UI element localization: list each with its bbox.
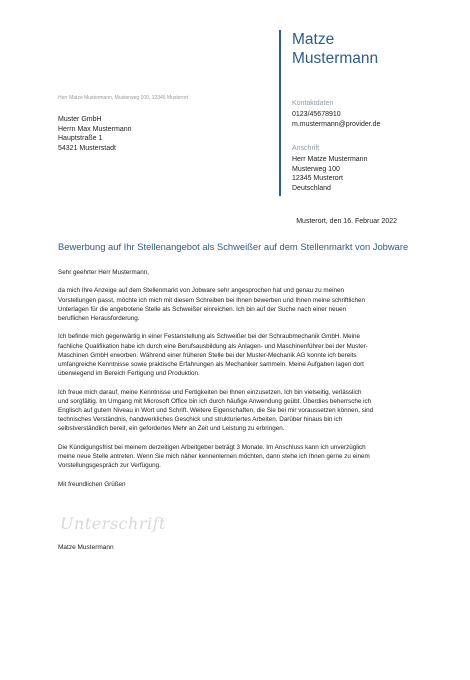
address-label: Anschrift <box>292 145 320 152</box>
recipient-line: Herrn Max Mustermann <box>58 125 132 133</box>
paragraph-line: und sorgfältig. Im Umgang mit Microsoft Office bin ich durch häufige Anwendung geübt. Überdies beherrsche ich <box>58 397 372 405</box>
paragraph-line: fachliche Qualifikation habe ich durch eine Berufsausbildung als Anlagen- und Maschinenführer bei der Muster- <box>58 342 368 350</box>
recipient-address <box>58 115 132 153</box>
recipient-line: Muster GmbH <box>58 116 102 123</box>
header-divider-line <box>279 30 281 196</box>
paragraph-line: Vorstellungsgespräch zur Verfügung. <box>58 462 161 470</box>
signature-name: Matze Mustermann <box>58 544 114 551</box>
address-line: Herr Matze Mustermann <box>292 156 368 163</box>
paragraph-line: meine neue Stelle antreten. Wenn Sie mich näher kennenlernen möchten, dann stehe ich Ihnen gerne zu einem <box>58 453 370 460</box>
body-paragraph <box>58 388 430 434</box>
body-paragraph <box>58 332 430 378</box>
paragraph-line: technisches Verständnis, handwerkliches Geschick und strukturiertes Arbeiten. Darüber hinaus bin ich <box>58 416 343 424</box>
contact-email: m.mustermann@provider.de <box>292 120 381 128</box>
paragraph-line: Englisch auf gutem Niveau in Wort und Schrift. Weitere Eigenschaften, die Sie bei mir voraussetzen können, sind <box>58 407 374 414</box>
contact-phone: 0123/45678910 <box>292 111 341 118</box>
sender-return-line: Herr Matze Mustermann, Musterweg 100, 12345 Musterort <box>58 95 189 101</box>
address-line: Musterweg 100 <box>292 165 340 173</box>
paragraph-line: Unterlagen für die angebotene Stelle als Schweißer einreichen. Ich bin auf der Suche nach einer neuen <box>58 305 347 313</box>
letter-subject: Bewerbung auf Ihr Stellenangebot als Schweißer auf dem Stellenmarkt von Jobware <box>58 241 409 252</box>
applicant-last-name: Mustermann <box>292 50 379 67</box>
paragraph-line: umfangreiche Kenntnisse sowie praktische Erfahrungen als Mechaniker sammeln. Meine Aufgaben lagen dort <box>58 361 364 368</box>
paragraph-line: Vorstellungen passt, möchte ich mich mit diesem Schreiben bei Ihnen bewerben und Ihnen meine schriftlichen <box>58 296 365 304</box>
contact-block <box>292 110 380 129</box>
body-paragraph <box>58 443 430 471</box>
paragraph-line: Die Kündigungsfrist bei meinem derzeitigen Arbeitgeber beträgt 3 Monate. Im Anschluss kann ich unverzüglich <box>58 443 366 451</box>
recipient-line: Hauptstraße 1 <box>58 135 103 143</box>
address-line: Deutschland <box>292 184 331 192</box>
address-block <box>292 155 367 193</box>
paragraph-line: Ich befinde mich gegenwärtig in einer Festanstellung als Schweißer bei der Schraubmechanik GmbH. Meine <box>58 333 361 341</box>
paragraph-line: Maschinen GmbH erworben. Während einer früheren Stelle bei der Muster-Mechanik AG konnte ich bereits <box>58 351 357 359</box>
letter-body <box>58 268 430 498</box>
paragraph-line: selbstverständlich bereit, ein gefordertes Mehr an Zeit und Leistung zu erbringen. <box>58 425 285 433</box>
letter-date: Musterort, den 16. Februar 2022 <box>296 218 397 225</box>
address-line: 12345 Musterort <box>292 175 343 183</box>
paragraph-line: beruflichen Herausforderung. <box>58 315 140 322</box>
closing: Mit freundlichen Grüßen <box>58 480 126 488</box>
applicant-name <box>292 30 378 68</box>
recipient-line: 54321 Musterstadt <box>58 144 116 152</box>
paragraph-line: da mich Ihre Anzeige auf dem Stellenmarkt von Jobware sehr angesprochen hat und genau zu meinen <box>58 287 344 295</box>
paragraph-line: überwiegend im Bereich Fertigung und Produktion. <box>58 370 200 378</box>
contact-label: Kontaktdaten <box>292 100 334 107</box>
signature-image: Unterschrift <box>60 514 166 533</box>
salutation: Sehr geehrter Herr Mustermann, <box>58 269 149 276</box>
body-paragraph <box>58 286 430 323</box>
applicant-first-name: Matze <box>292 31 335 48</box>
paragraph-line: Ich freue mich darauf, meine Kenntnisse und Fertigkeiten bei Ihnen einzusetzen. Ich bin vielseitig, verlässlich <box>58 388 362 396</box>
